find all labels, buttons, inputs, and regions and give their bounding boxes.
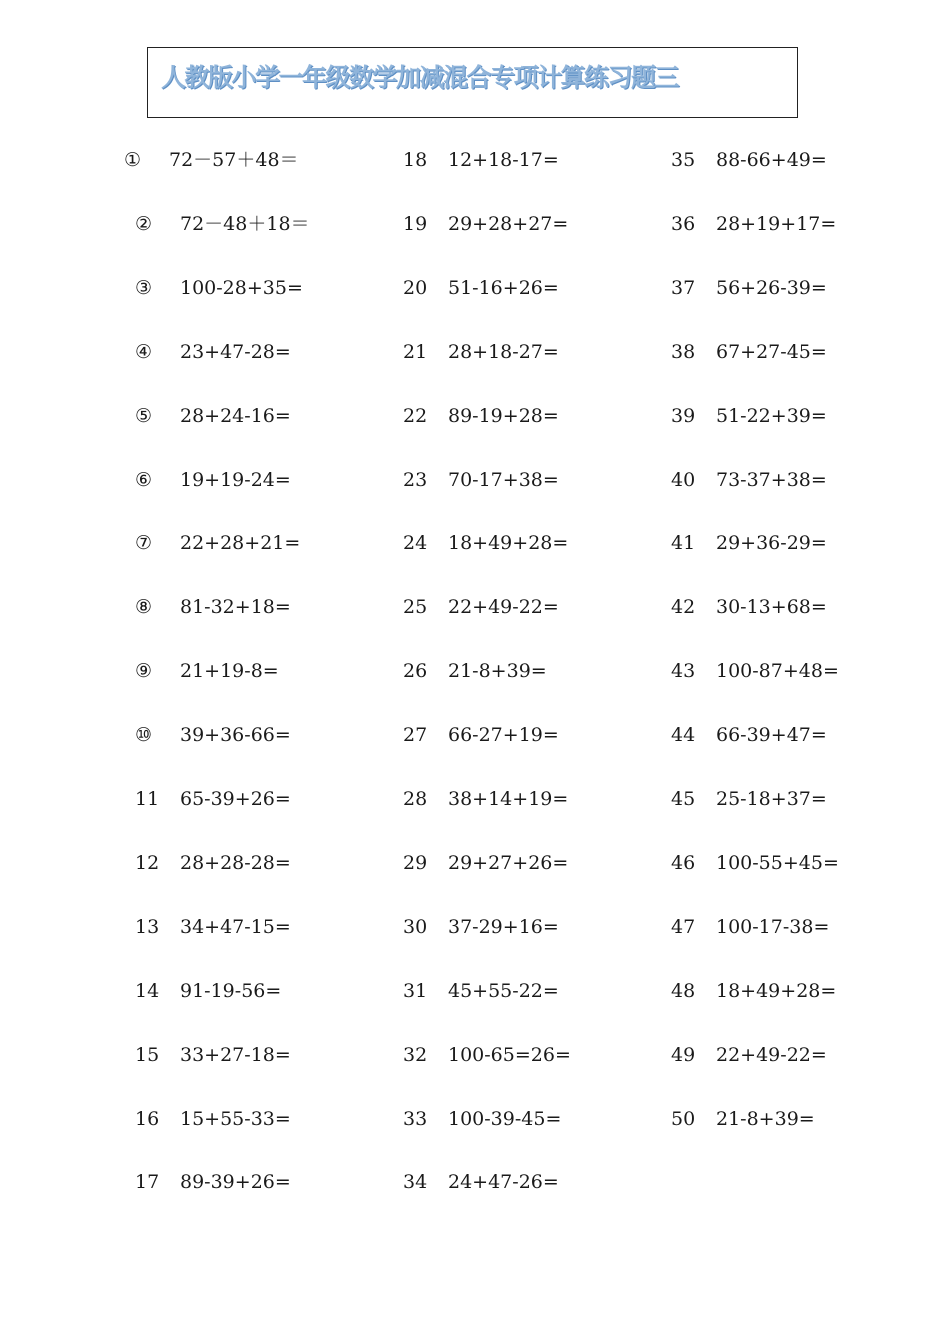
problem-number: ① (124, 149, 142, 171)
problem-number: 35 (671, 149, 696, 171)
problem-number: 25 (403, 596, 428, 618)
problem-number: ⑧ (135, 596, 153, 618)
problem-number: 24 (403, 532, 428, 554)
problem-number: 18 (403, 149, 428, 171)
problem-expression: 73-37+38= (716, 469, 827, 491)
problem-number: 41 (671, 532, 696, 554)
problem-number: 34 (403, 1171, 428, 1193)
problem-expression: 22+28+21= (180, 532, 301, 554)
problem-expression: 29+36-29= (716, 532, 827, 554)
problem-number: ⑦ (135, 532, 153, 554)
problem-expression: 100-28+35= (180, 277, 303, 299)
problem-expression: 34+47-15= (180, 916, 291, 938)
problem-expression: 45+55-22= (448, 980, 559, 1002)
problem-number: 14 (135, 980, 160, 1002)
problem-number: 13 (135, 916, 160, 938)
problem-number: 47 (671, 916, 696, 938)
problem-expression: 28+18-27= (448, 341, 559, 363)
problem-expression: 19+19-24= (180, 469, 291, 491)
problem-expression: 15+55-33= (180, 1108, 291, 1130)
problem-expression: 51-16+26= (448, 277, 559, 299)
problem-number: 19 (403, 213, 428, 235)
problem-expression: 72－57＋48＝ (169, 149, 299, 171)
problem-expression: 89-19+28= (448, 405, 559, 427)
problem-expression: 25-18+37= (716, 788, 827, 810)
problem-number: 23 (403, 469, 428, 491)
page-title: 人教版小学一年级数学加减混合专项计算练习题三 (161, 63, 679, 92)
problem-number: ⑤ (135, 405, 153, 427)
problem-number: 43 (671, 660, 696, 682)
problem-expression: 100-17-38= (716, 916, 830, 938)
problem-expression: 33+27-18= (180, 1044, 291, 1066)
problem-expression: 29+27+26= (448, 852, 569, 874)
problem-number: 31 (403, 980, 428, 1002)
problem-expression: 23+47-28= (180, 341, 291, 363)
problem-expression: 12+18-17= (448, 149, 559, 171)
problem-expression: 22+49-22= (716, 1044, 827, 1066)
problem-number: 30 (403, 916, 428, 938)
problem-number: 11 (135, 788, 160, 810)
problem-number: 40 (671, 469, 696, 491)
problem-number: ④ (135, 341, 153, 363)
problem-number: 16 (135, 1108, 160, 1130)
problem-number: 39 (671, 405, 696, 427)
problem-expression: 66-39+47= (716, 724, 827, 746)
problem-number: 45 (671, 788, 696, 810)
problem-expression: 38+14+19= (448, 788, 569, 810)
problem-expression: 89-39+26= (180, 1171, 291, 1193)
problem-number: 27 (403, 724, 428, 746)
problem-number: 32 (403, 1044, 428, 1066)
problem-number: 22 (403, 405, 428, 427)
problem-number: 17 (135, 1171, 160, 1193)
problem-number: ③ (135, 277, 153, 299)
problem-expression: 39+36-66= (180, 724, 291, 746)
problem-number: 50 (671, 1108, 696, 1130)
problem-expression: 21-8+39= (448, 660, 547, 682)
problem-expression: 30-13+68= (716, 596, 827, 618)
problem-number: 26 (403, 660, 428, 682)
problem-number: 44 (671, 724, 696, 746)
problem-expression: 81-32+18= (180, 596, 291, 618)
problem-number: 46 (671, 852, 696, 874)
problem-expression: 29+28+27= (448, 213, 569, 235)
problem-expression: 100-39-45= (448, 1108, 562, 1130)
problem-number: 21 (403, 341, 428, 363)
problem-number: 36 (671, 213, 696, 235)
problem-number: 37 (671, 277, 696, 299)
problem-expression: 67+27-45= (716, 341, 827, 363)
problem-expression: 28+24-16= (180, 405, 291, 427)
problem-number: 29 (403, 852, 428, 874)
problem-expression: 100-65=26= (448, 1044, 571, 1066)
problem-expression: 66-27+19= (448, 724, 559, 746)
problem-number: 15 (135, 1044, 160, 1066)
problem-number: 20 (403, 277, 428, 299)
problem-number: 33 (403, 1108, 428, 1130)
problem-expression: 37-29+16= (448, 916, 559, 938)
problem-number: ⑩ (135, 724, 153, 746)
problem-expression: 100-55+45= (716, 852, 839, 874)
problem-number: ⑨ (135, 660, 153, 682)
problem-number: 12 (135, 852, 160, 874)
problem-expression: 51-22+39= (716, 405, 827, 427)
problem-number: ⑥ (135, 469, 153, 491)
problem-expression: 18+49+28= (716, 980, 837, 1002)
problem-expression: 70-17+38= (448, 469, 559, 491)
problem-expression: 91-19-56= (180, 980, 282, 1002)
problem-number: 38 (671, 341, 696, 363)
problem-number: 42 (671, 596, 696, 618)
problem-number: 49 (671, 1044, 696, 1066)
problem-number: ② (135, 213, 153, 235)
problem-expression: 65-39+26= (180, 788, 291, 810)
problem-expression: 56+26-39= (716, 277, 827, 299)
problem-number: 28 (403, 788, 428, 810)
problem-expression: 28+19+17= (716, 213, 837, 235)
problem-expression: 21-8+39= (716, 1108, 815, 1130)
problem-expression: 72－48＋18＝ (180, 213, 310, 235)
problem-expression: 24+47-26= (448, 1171, 559, 1193)
problem-expression: 21+19-8= (180, 660, 279, 682)
problem-expression: 88-66+49= (716, 149, 827, 171)
problem-expression: 18+49+28= (448, 532, 569, 554)
problem-number: 48 (671, 980, 696, 1002)
problem-expression: 22+49-22= (448, 596, 559, 618)
problem-expression: 28+28-28= (180, 852, 291, 874)
problem-expression: 100-87+48= (716, 660, 839, 682)
